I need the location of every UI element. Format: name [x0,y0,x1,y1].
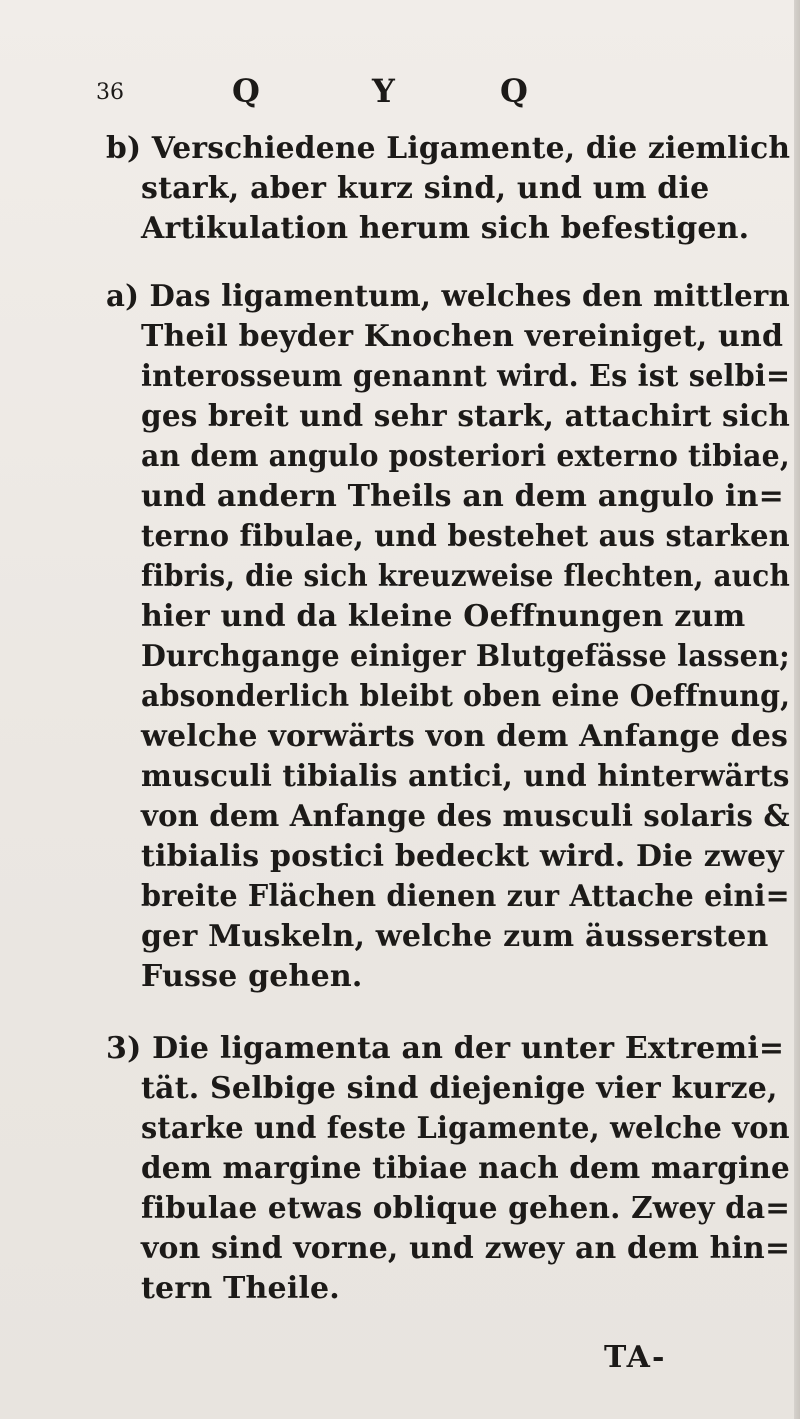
page-edge [794,0,800,1419]
text-line: welche vorwärts von dem Anfange des [141,719,789,754]
text-line: tern Theile. [141,1271,340,1306]
text-line: Theil beyder Knochen vereiniget, und [141,319,784,354]
text-line: dem margine tibiae nach dem margine [141,1151,790,1186]
header-signature-right: Q [500,72,530,110]
page-number: 36 [96,80,124,105]
catchword: TA- [604,1340,667,1375]
text-line: Artikulation herum sich befestigen. [141,211,750,246]
text-line: von sind vorne, und zwey an dem hin= [141,1231,791,1266]
page-header [0,72,800,132]
text-line: Fusse gehen. [141,959,363,994]
text-line: b) Verschiedene Ligamente, die ziemlich [106,131,791,166]
text-line: interosseum genannt wird. Es ist selbi= [141,359,791,394]
text-line: a) Das ligamentum, welches den mittlern [106,279,790,314]
text-line: tibialis postici bedeckt wird. Die zwey [141,839,784,874]
text-line: Durchgange einiger Blutgefässe lassen; [141,639,790,674]
text-line: ger Muskeln, welche zum äussersten [141,919,769,954]
text-line: musculi tibialis antici, und hinterwärts [141,759,790,794]
text-line: von dem Anfange des musculi solaris & [141,799,790,834]
text-line: absonderlich bleibt oben eine Oeffnung, [141,679,791,714]
header-signature-mid: Y [372,72,397,110]
text-line: stark, aber kurz sind, und um die [141,171,710,206]
text-line: breite Flächen dienen zur Attache eini= [141,879,790,914]
text-line: terno fibulae, und bestehet aus starken [141,519,790,554]
text-line: starke und feste Ligamente, welche von [141,1111,790,1146]
header-signature-left: Q [232,72,262,110]
text-line: tät. Selbige sind diejenige vier kurze, [141,1071,778,1106]
text-line: ges breit und sehr stark, attachirt sich [141,399,791,434]
text-line: und andern Theils an dem angulo in= [141,479,784,514]
text-line: fibulae etwas oblique gehen. Zwey da= [141,1191,791,1226]
text-line: an dem angulo posteriori externo tibiae, [141,439,790,474]
text-line: 3) Die ligamenta an der unter Extremi= [106,1031,785,1066]
text-line: fibris, die sich kreuzweise flechten, auch [141,559,790,594]
text-line: hier und da kleine Oeffnungen zum [141,599,746,634]
